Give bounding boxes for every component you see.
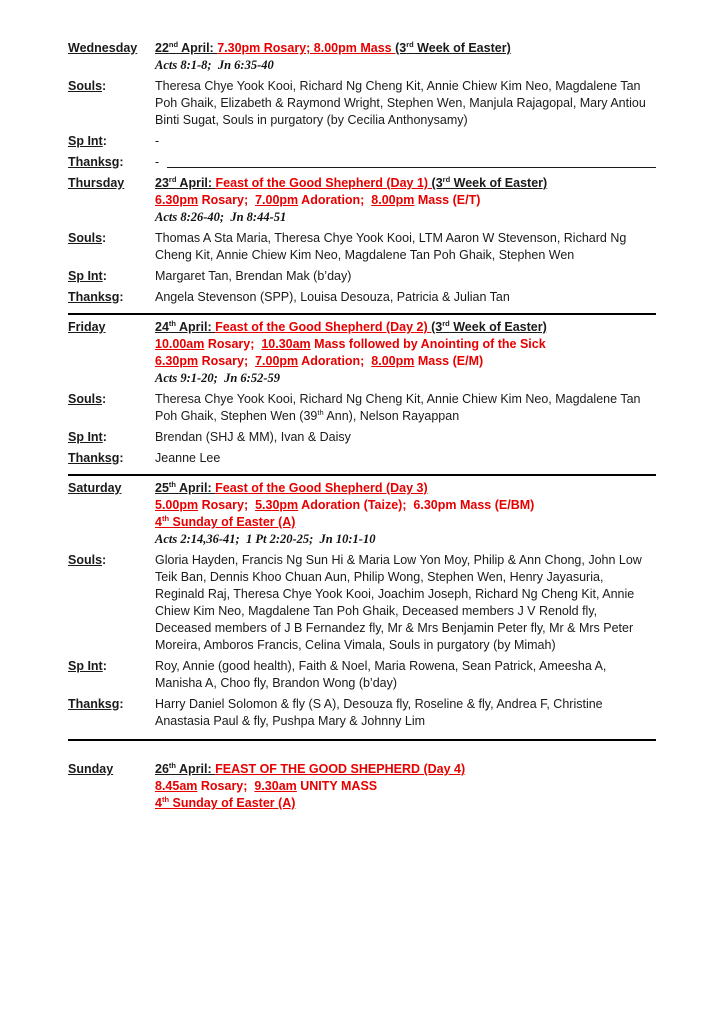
- row-value-text: Angela Stevenson (SPP), Louisa Desouza, Patricia & Julian Tan: [155, 290, 510, 304]
- day-section-sunday: [68, 761, 656, 812]
- schedule-header-row: [68, 175, 656, 226]
- header-line: [155, 480, 656, 497]
- row-value-sp-int: [155, 658, 656, 692]
- header-segment: Feast of the Good Shepherd (Day 3): [215, 481, 428, 495]
- header-segment: 7.00pm: [255, 354, 299, 368]
- row-label-sp-int: Sp Int:: [68, 134, 107, 148]
- day-section-wednesday: [68, 40, 656, 171]
- day-label-text: Saturday: [68, 481, 122, 495]
- header-segment: Adoration (Taize); 6.30pm Mass (E/BM): [298, 498, 535, 512]
- intention-row-souls: [68, 552, 656, 654]
- header-segment: Mass followed by Anointing of the Sick: [310, 337, 546, 351]
- row-label-sp-int: Sp Int:: [68, 269, 107, 283]
- tab-underline-rule: [167, 154, 656, 168]
- row-value-souls: [155, 78, 656, 129]
- schedule-header-row: [68, 480, 656, 548]
- header-segment: Rosary;: [198, 193, 256, 207]
- header-block: [155, 319, 656, 387]
- superscript-ordinal: th: [161, 513, 170, 523]
- day-label-text: Sunday: [68, 762, 114, 776]
- header-segment: 7.00pm: [255, 193, 299, 207]
- header-segment: Mass (E/T): [414, 193, 481, 207]
- header-segment: 25th April:: [155, 479, 216, 495]
- intention-row-souls: [68, 230, 656, 264]
- header-segment: Rosary;: [197, 779, 255, 793]
- header-segment: 24th April:: [155, 318, 216, 334]
- day-label-text: Friday: [68, 320, 106, 334]
- schedule-header-row: [68, 319, 656, 387]
- header-line: [155, 353, 656, 370]
- header-segment: 5.30pm: [255, 498, 299, 512]
- row-value-souls: [155, 552, 656, 654]
- header-segment: 10.00am: [155, 337, 205, 351]
- intention-row-sp-int: [68, 658, 656, 692]
- day-section-friday: [68, 319, 656, 467]
- header-segment: 7.30pm Rosary; 8.00pm Mass: [217, 41, 396, 55]
- row-value-text: Harry Daniel Solomon & fly (S A), Desouza fly, Roseline & fly, Andrea F, Christine Anastasia Paul & fly, Pushpa Mary & Johnny Lim: [155, 697, 603, 728]
- row-label-text: Sp Int: [68, 269, 103, 283]
- header-line: [155, 497, 656, 514]
- day-label: [68, 40, 155, 74]
- header-segment: 8.00pm: [371, 193, 415, 207]
- row-label-text: Souls: [68, 231, 103, 245]
- header-segment: 26th April:: [155, 760, 216, 776]
- row-value-text: Jeanne Lee: [155, 451, 221, 465]
- row-label-thanksg: Thanksg:: [68, 155, 124, 169]
- scripture-reading: Acts 8:26-40; Jn 8:44-51: [155, 210, 287, 224]
- superscript-ordinal: th: [317, 407, 324, 417]
- row-value-text: Thomas A Sta Maria, Theresa Chye Yook Kooi, LTM Aaron W Stevenson, Richard Ng Cheng Kit, Annie Chiew Kim Neo, Magdalene Tan Poh Ghaik, Stephen Wen: [155, 231, 627, 262]
- day-section-thursday: [68, 175, 656, 306]
- day-label: [68, 319, 155, 387]
- row-value-souls: [155, 391, 656, 425]
- row-value-thanksg: [155, 696, 656, 730]
- intention-row-thanksg: [68, 289, 656, 306]
- header-segment: 22nd April:: [155, 39, 218, 55]
- header-segment: FEAST OF THE GOOD SHEPHERD (Day 4): [215, 762, 466, 776]
- header-segment: Adoration;: [298, 193, 372, 207]
- schedule-header-row: [68, 761, 656, 812]
- intention-row-souls: [68, 391, 656, 425]
- superscript-ordinal: rd: [442, 174, 451, 184]
- header-segment: 9.30am: [254, 779, 297, 793]
- header-segment: 8.45am: [155, 779, 198, 793]
- row-value-thanksg: [155, 450, 656, 467]
- superscript-ordinal: th: [168, 760, 176, 770]
- header-segment: UNITY MASS: [296, 779, 378, 793]
- header-segment: 10.30am: [261, 337, 311, 351]
- intention-row-thanksg: [68, 450, 656, 467]
- row-label-text: Thanksg: [68, 697, 120, 711]
- header-segment: (3rd Week of Easter): [431, 174, 548, 190]
- scripture-reading: Acts 9:1-20; Jn 6:52-59: [155, 371, 280, 385]
- row-label-thanksg: Thanksg:: [68, 451, 124, 465]
- header-segment: Mass (E/M): [414, 354, 484, 368]
- section-divider: [68, 474, 656, 476]
- superscript-ordinal: nd: [168, 39, 179, 49]
- header-segment: Rosary;: [198, 498, 256, 512]
- row-value-sp-int: [155, 429, 656, 446]
- header-segment: Adoration;: [298, 354, 372, 368]
- row-label-souls: Souls:: [68, 231, 107, 245]
- header-block: [155, 40, 656, 74]
- scripture-reading: Acts 2:14,36-41; 1 Pt 2:20-25; Jn 10:1-10: [155, 532, 376, 546]
- header-segment: 4th Sunday of Easter (A): [155, 794, 296, 810]
- section-divider: [68, 739, 656, 741]
- header-line: [155, 175, 656, 192]
- header-segment: Feast of the Good Shepherd (Day 2): [215, 320, 432, 334]
- row-label-souls: Souls:: [68, 392, 107, 406]
- row-label-text: Thanksg: [68, 155, 120, 169]
- section-divider: [68, 313, 656, 315]
- header-segment: 23rd April:: [155, 174, 216, 190]
- superscript-ordinal: th: [168, 318, 176, 328]
- row-label-text: Thanksg: [68, 451, 120, 465]
- row-label-thanksg: Thanksg:: [68, 290, 124, 304]
- row-label-text: Sp Int: [68, 659, 103, 673]
- header-segment: 6.30pm: [155, 354, 199, 368]
- header-segment: (3rd Week of Easter): [395, 39, 511, 55]
- header-line: [155, 761, 656, 778]
- scripture-reading: Acts 8:1-8; Jn 6:35-40: [155, 58, 274, 72]
- row-value-text: Theresa Chye Yook Kooi, Richard Ng Cheng Kit, Annie Chiew Kim Neo, Magdalene Tan Poh Ghaik, Elizabeth & Raymond Wright, Stephen Wen, Manjula Rajagopal, Mary Antiou Binti Sugat, Souls in purgatory (by Cecilia Anthonysamy): [155, 79, 646, 127]
- header-segment: 8.00pm: [371, 354, 415, 368]
- superscript-ordinal: th: [161, 794, 170, 804]
- header-segment: (3rd Week of Easter): [431, 318, 547, 334]
- header-line: [155, 514, 656, 531]
- row-label-souls: Souls:: [68, 79, 107, 93]
- row-value-text: -: [155, 134, 160, 148]
- header-line: [155, 40, 656, 57]
- intention-row-sp-int: [68, 268, 656, 285]
- day-label: [68, 175, 155, 226]
- superscript-ordinal: rd: [406, 39, 414, 49]
- row-label-text: Thanksg: [68, 290, 120, 304]
- intention-row-sp-int: [68, 133, 656, 150]
- row-label-text: Souls: [68, 79, 103, 93]
- row-value-text: Roy, Annie (good health), Faith & Noel, Maria Rowena, Sean Patrick, Ameesha A, Manisha A, Choo fly, Brandon Wong (b’day): [155, 659, 607, 690]
- header-line: [155, 336, 656, 353]
- day-section-saturday: [68, 480, 656, 730]
- header-segment: 4th Sunday of Easter (A): [155, 513, 296, 529]
- superscript-ordinal: rd: [442, 318, 450, 328]
- intention-row-thanksg: [68, 696, 656, 730]
- row-label-souls: Souls:: [68, 553, 107, 567]
- intention-row-souls: [68, 78, 656, 129]
- header-line: [155, 192, 656, 209]
- header-line: [155, 778, 656, 795]
- row-label-text: Sp Int: [68, 134, 103, 148]
- superscript-ordinal: rd: [168, 174, 177, 184]
- header-block: [155, 175, 656, 226]
- row-value-sp-int: [155, 268, 656, 285]
- row-value-thanksg: [155, 154, 656, 171]
- row-value-souls: [155, 230, 656, 264]
- row-label-text: Souls: [68, 392, 103, 406]
- header-block: [155, 761, 656, 812]
- row-value-text: Gloria Hayden, Francis Ng Sun Hi & Maria Low Yon Moy, Philip & Ann Chong, John Low Teik Ban, Dennis Khoo Chuan Aun, Philip Wong, Stephen Wen, Henry Jayasuria, Reginald Raj, Theresa Chye Yook Kooi, Joachim Joseph, Richard Ng Cheng Kit, Annie Chiew Kim Neo, Magdalene Tan Poh Ghaik, Deceased members J V Renold fly, Deceased members of J B Fernandez fly, Mr & Mrs Benjamin Peter fly, Mr & Mrs Peter Moreira, Amboros Francis, Celina Vimala, Souls in purgatory (by Mimah): [155, 553, 642, 652]
- row-label-thanksg: Thanksg:: [68, 697, 124, 711]
- header-segment: 6.30pm: [155, 193, 199, 207]
- header-segment: Rosary;: [198, 354, 256, 368]
- row-value-sp-int: [155, 133, 656, 150]
- schedule-header-row: [68, 40, 656, 74]
- header-line: [155, 319, 656, 336]
- row-value-text: Brendan (SHJ & MM), Ivan & Daisy: [155, 430, 351, 444]
- row-value-thanksg: [155, 289, 656, 306]
- header-segment: Rosary;: [204, 337, 262, 351]
- row-label-text: Sp Int: [68, 430, 103, 444]
- intention-row-thanksg: [68, 154, 656, 171]
- row-value-text: -: [155, 155, 160, 169]
- row-value-text: Theresa Chye Yook Kooi, Richard Ng Cheng Kit, Annie Chiew Kim Neo, Magdalene Tan Poh Ghaik, Stephen Wen (39th Ann), Nelson Rayappan: [155, 392, 641, 423]
- day-label-text: Thursday: [68, 176, 125, 190]
- row-label-sp-int: Sp Int:: [68, 659, 107, 673]
- day-label: [68, 480, 155, 548]
- header-segment: 5.00pm: [155, 498, 199, 512]
- intention-row-sp-int: [68, 429, 656, 446]
- day-label-text: Wednesday: [68, 41, 138, 55]
- day-label: [68, 761, 155, 812]
- row-label-sp-int: Sp Int:: [68, 430, 107, 444]
- header-line: [155, 795, 656, 812]
- header-segment: Feast of the Good Shepherd (Day 1): [215, 176, 432, 190]
- row-label-text: Souls: [68, 553, 103, 567]
- row-value-text: Margaret Tan, Brendan Mak (b’day): [155, 269, 352, 283]
- header-block: [155, 480, 656, 548]
- superscript-ordinal: th: [168, 479, 176, 489]
